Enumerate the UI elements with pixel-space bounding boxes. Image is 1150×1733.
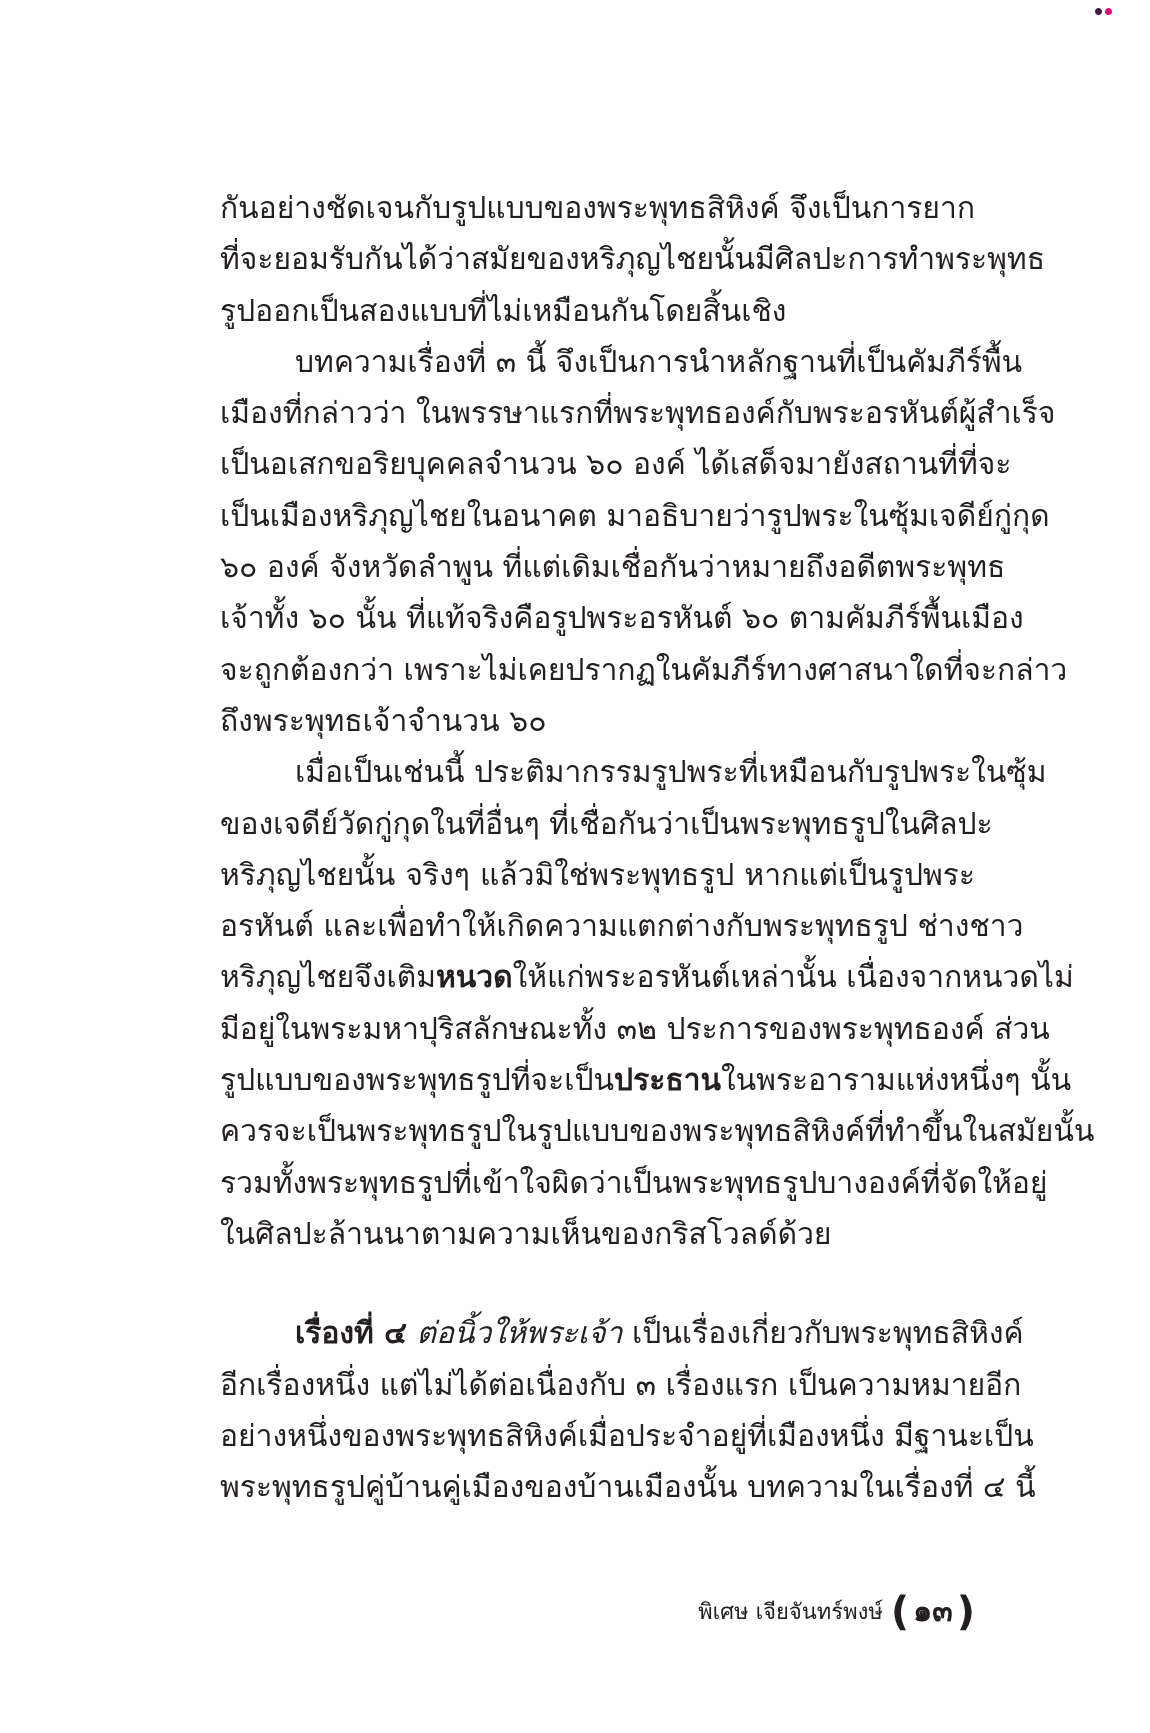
text-line: รวมทั้งพระพุทธรูปที่เข้าใจผิดว่าเป็นพระพุทธรูปบางองค์ที่จัดให้อยู่	[220, 1165, 1048, 1201]
text-line: เป็นเมืองหริภุญไชยในอนาคต มาอธิบายว่ารูปพระในซุ้มเจดีย์กู่กุด	[220, 498, 1050, 534]
text-line: บทความเรื่องที่ ๓ นี้ จึงเป็นการนำหลักฐานที่เป็นคัมภีร์พื้น	[295, 344, 1023, 380]
text-segment: รูปแบบของพระพุทธรูปที่จะเป็น	[220, 1063, 615, 1099]
body-text	[220, 183, 1095, 1513]
text-line: เจ้าทั้ง ๖๐ นั้น ที่แท้จริงคือรูปพระอรหันต์ ๖๐ ตามคัมภีร์พื้นเมือง	[220, 601, 1024, 637]
dot-dark	[1095, 8, 1102, 15]
text-line: ในศิลปะล้านนาตามความเห็นของกริสโวลด์ด้วย	[220, 1216, 832, 1252]
story-title: ต่อนิ้วให้พระเจ้า	[416, 1316, 623, 1352]
text-line: ๖๐ องค์ จังหวัดลำพูน ที่แต่เดิมเชื่อกันว่าหมายถึงอดีตพระพุทธ	[220, 550, 1006, 586]
text-line: รูปออกเป็นสองแบบที่ไม่เหมือนกันโดยสิ้นเชิง	[220, 293, 787, 329]
text-segment: เป็นเรื่องเกี่ยวกับพระพุทธสิหิงค์	[622, 1316, 1024, 1352]
text-segment: หริภุญไชยจึงเติม	[220, 960, 436, 996]
text-line: เมื่อเป็นเช่นนี้ ประติมากรรมรูปพระที่เหมือนกับรูปพระในซุ้ม	[295, 755, 1047, 791]
text-line: ถึงพระพุทธเจ้าจำนวน ๖๐	[220, 703, 547, 739]
story-heading: เรื่องที่ ๔	[295, 1316, 407, 1352]
text-line	[220, 952, 1074, 1003]
text-line: อรหันต์ และเพื่อทำให้เกิดความแตกต่างกับพระพุทธรูป ช่างชาว	[220, 909, 1024, 945]
close-paren: )	[956, 1588, 975, 1635]
text-line: กันอย่างชัดเจนกับรูปแบบของพระพุทธสิหิงค์ จึงเป็นการยาก	[220, 191, 975, 226]
text-line: เมืองที่กล่าวว่า ในพรรษาแรกที่พระพุทธองค์กับพระอรหันต์ผู้สำเร็จ	[220, 396, 1056, 432]
text-line: อย่างหนึ่งของพระพุทธสิหิงค์เมื่อประจำอยู่ที่เมืองหนึ่ง มีฐานะเป็น	[220, 1418, 1034, 1454]
corner-dots	[1095, 8, 1112, 15]
text-line: มีอยู่ในพระมหาปุริสลักษณะทั้ง ๓๒ ประการของพระพุทธองค์ ส่วน	[220, 1011, 1050, 1047]
text-segment: ให้แก่พระอรหันต์เหล่านั้น เนื่องจากหนวดไม่	[512, 960, 1074, 996]
text-line: หริภุญไชยนั้น จริงๆ แล้วมิใช่พระพุทธรูป หากแต่เป็นรูปพระ	[220, 857, 975, 893]
text-line: พระพุทธรูปคู่บ้านคู่เมืองของบ้านเมืองนั้น บทความในเรื่องที่ ๔ นี้	[220, 1470, 1036, 1506]
text-line: เป็นอเสกขอริยบุคคลจำนวน ๖๐ องค์ ได้เสด็จมายังสถานที่ที่จะ	[220, 447, 1012, 483]
text-segment: ในพระอารามแห่งหนึ่งๆ นั้น	[720, 1063, 1072, 1099]
footer-author: พิเศษ เจียจันทร์พงษ์	[698, 1600, 883, 1625]
bold-term: หนวด	[436, 960, 513, 996]
story-heading-line	[220, 1308, 1024, 1359]
text-line: ที่จะยอมรับกันได้ว่าสมัยของหริภุญไชยนั้นมีศิลปะการทำพระพุทธ	[220, 242, 1045, 278]
text-line: จะถูกต้องกว่า เพราะไม่เคยปรากฏในคัมภีร์ทางศาสนาใดที่จะกล่าว	[220, 652, 1068, 688]
text-line: อีกเรื่องหนึ่ง แต่ไม่ได้ต่อเนื่องกับ ๓ เรื่องแรก เป็นความหมายอีก	[220, 1367, 1022, 1403]
bold-term: ประธาน	[614, 1063, 721, 1099]
open-paren: (	[890, 1588, 910, 1635]
page-footer	[600, 1588, 975, 1635]
page-number: ๑๓	[913, 1594, 953, 1629]
text-line: ควรจะเป็นพระพุทธรูปในรูปแบบของพระพุทธสิหิงค์ที่ทำขึ้นในสมัยนั้น	[220, 1114, 1095, 1150]
paragraph-gap	[220, 1260, 975, 1308]
text-line	[220, 1055, 1072, 1106]
dot-pink	[1105, 8, 1112, 15]
text-line: ของเจดีย์วัดกู่กุดในที่อื่นๆ ที่เชื่อกันว่าเป็นพระพุทธรูปในศิลปะ	[220, 806, 993, 842]
